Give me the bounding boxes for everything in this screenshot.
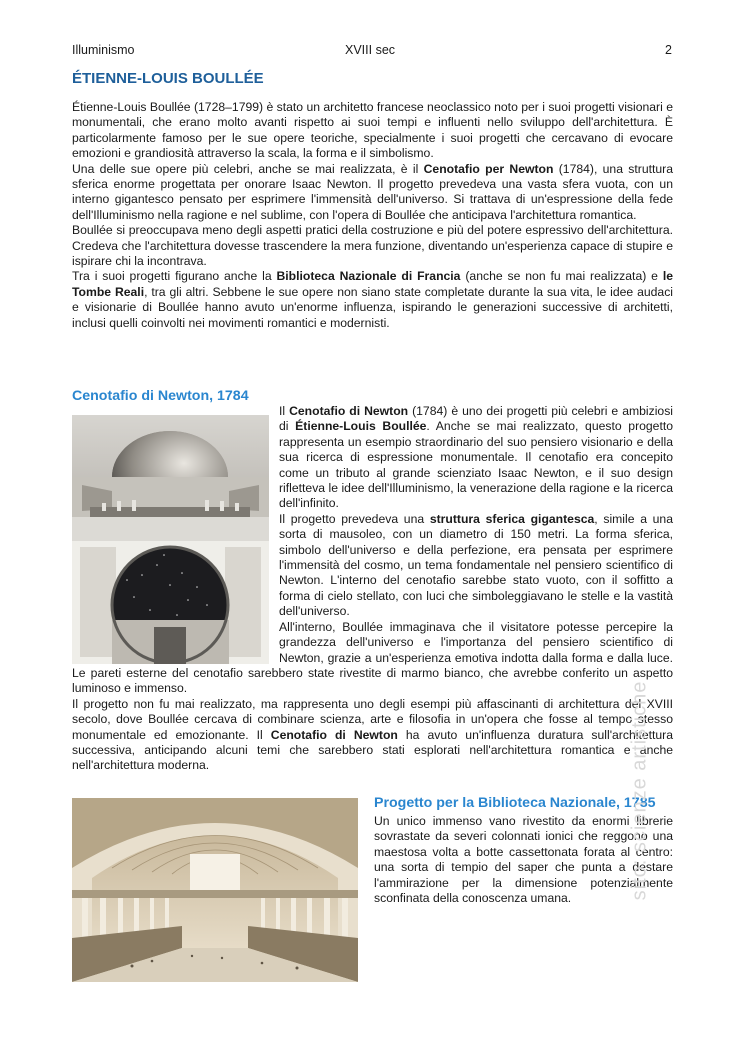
intro-paragraph-1: Étienne-Louis Boullée (1728–1799) è stato un architetto francese neoclassico noto per i suoi progetti visionari e monumentali, che erano molto avanti rispetto ai suoi tempi e influenti nello sviluppo dell'architettura. È particolarmente famoso per le sue opere teoriche, specialmente i suoi progetti che cercavano di evocare emozioni e grandiosità attraverso la scala, la forma e il simbolismo. <box>72 100 673 161</box>
intro-paragraph-2: Una delle sue opere più celebri, anche se mai realizzata, è il Cenotafio per Newton (1784), una struttura sferica enorme progettata per onorare Isaac Newton. Il progetto prevedeva una vasta sfera vuota, con un interno gigantesco pensato per esprimere l'immensità dell'universo. Si trattava di un'espressione della fede dell'Illuminismo nella ragione e nel sublime, con l'opera di Boullée che anticipava l'architettura romantica. <box>72 161 673 222</box>
bold-tombe-reali: le Tombe Reali <box>72 269 673 299</box>
cenotaph-image <box>72 415 269 664</box>
cenotafio-paragraph-3: All'interno, Boullée immaginava che il visitatore potesse percepire la grandezza dell'universo e l'importanza del pensiero scientifico di Newton, grazie a un'esperienza emotiva indotta dalla forma e dalla luce. Le pareti esterne del cenotafio sarebbero state rivestite di marmo bianco, che avrebbe conferito un aspetto luminoso e immenso. <box>72 619 673 696</box>
intro-paragraph-3: Boullée si preoccupava meno degli aspetti pratici della costruzione e più del potere espressivo dell'architettura. Credeva che l'architettura dovesse trascendere la mera funzione, diventando un'esperienza capace di stupire e ispirare chi la incontrava. <box>72 223 673 269</box>
page-number: 2 <box>665 43 672 57</box>
biblioteca-heading: Progetto per la Biblioteca Nazionale, 1785 <box>374 795 656 811</box>
biblioteca-paragraph: Un unico immenso vano rivestito da enormi librerie sovrastate da severi colonnati ionici che reggono una maestosa volta a botte cassettonata forata al centro: una sorta di tempio del saper che punta a destare l'ammirazione per la dimensione potenzialmente sconfinata della conoscenza umana. <box>374 814 673 906</box>
cenotafio-heading: Cenotafio di Newton, 1784 <box>72 388 249 404</box>
intro-paragraph-4: Tra i suoi progetti figurano anche la Biblioteca Nazionale di Francia (anche se non fu mai realizzata) e le Tombe Reali, tra gli altri. Sebbene le sue opere non siano state completate durante la sua vita, le idee audaci e visionarie di Boullée hanno avuto un'enorme influenza, ispirando le generazioni successive di architetti, inclusi quelli coinvolti nei movimenti romantici e modernisti. <box>72 269 673 330</box>
bold-biblioteca: Biblioteca Nazionale di Francia <box>276 269 461 284</box>
cenotafio-paragraph-2: Il progetto prevedeva una struttura sferica gigantesca, simile a una sorta di mausoleo, con un diametro di 150 metri. La forma sferica, simbolo dell'universo e della perfezione, era pensata per esprimere l'immensità del cosmo, un tema fondamentale nel pensiero scientifico di Newton. L'interno del cenotafio sarebbe stato vuoto, con il soffitto a forma di cielo stellato, con luci che simboleggiavano le stelle e la vastità dell'universo. <box>279 511 673 619</box>
page-title: ÉTIENNE-LOUIS BOULLÉE <box>72 70 264 87</box>
header-left: Illuminismo <box>72 43 135 57</box>
library-image <box>72 798 358 982</box>
cenotafio-paragraph-1: Il Cenotafio di Newton (1784) è uno dei progetti più celebri e ambiziosi di Étienne-Louis Boullée. Anche se mai realizzato, questo progetto rappresenta un esempio straordinario del suo pensiero visionario e della sua ricerca di espressione monumentale. Il cenotafio era concepito come un tributo al grande scienziato Isaac Newton, e il suo design rifletteva le idee dell'Illuminismo, la venerazione della ragione e la ricerca dell'infinito. <box>279 404 674 511</box>
bold-cenotafio: Cenotafio per Newton <box>423 161 554 176</box>
watermark <box>620 655 660 925</box>
intro-section <box>72 100 673 331</box>
watermark-text: sito: scienze artistiche <box>628 680 651 900</box>
cenotafio-paragraph-4: Il progetto non fu mai realizzato, ma rappresenta uno degli esempi più affascinanti di architettura del XVIII secolo, dove Boullée cercava di combinare scienza, arte e filosofia in un'opera che fosse al tempo stesso monumentale ed emozionante. Il Cenotafio di Newton ha avuto un'influenza duratura sull'architettura successiva, anticipando alcuni temi che sarebbero stati esplorati nell'architettura romantica e anche nell'architettura moderna. <box>72 696 673 773</box>
header-center: XVIII sec <box>345 43 396 57</box>
